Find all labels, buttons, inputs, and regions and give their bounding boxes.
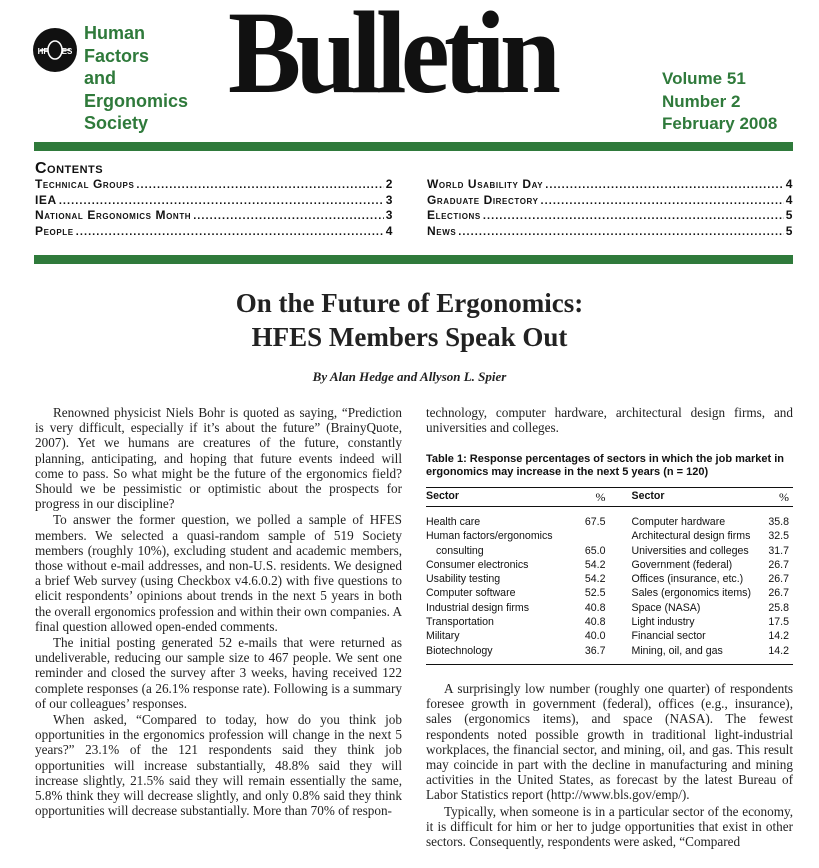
- contents-divider: [34, 255, 793, 264]
- toc-leader: [59, 195, 384, 207]
- society-line: Human: [84, 23, 146, 43]
- newsletter-title: Bulletin: [228, 0, 556, 118]
- sector-cell: Consumer electronics: [426, 558, 529, 571]
- issue-number: Number 2: [662, 91, 741, 111]
- table-row: [426, 558, 610, 572]
- table-row: [632, 644, 794, 658]
- toc-entry[interactable]: [427, 224, 793, 240]
- body-paragraph: To answer the former question, we polled a sample of HFES members. We selected a quasi-random sample of 519 Society members (roughly 10%), excluding student and academic members, those without e-mail addresses, and non-U.S. residents. We designed a brief Web survey (using Checkbox v4.6.0.2) with five questions to elicit respondents’ opinions about trends in the next 5 years in both the overall ergonomics profession and within their own companies. A final question allowed open-ended comments.: [35, 512, 402, 634]
- table-row: [426, 629, 610, 643]
- toc-page: 2: [385, 177, 393, 191]
- table-row: [426, 601, 610, 615]
- toc-entry[interactable]: [35, 208, 393, 224]
- sector-cell: Computer hardware: [631, 516, 726, 528]
- table-row: [426, 572, 610, 586]
- toc-label: Technical Groups: [35, 177, 135, 191]
- society-name: [84, 22, 188, 135]
- table-row: [632, 529, 794, 543]
- society-line: Factors: [84, 45, 150, 66]
- value-cell: 36.7: [584, 644, 606, 657]
- sector-cell: Industrial design firms: [426, 601, 530, 614]
- table-row: [632, 615, 794, 629]
- issue-date: February 2008: [662, 114, 778, 133]
- value-cell: 25.8: [768, 601, 789, 614]
- sector-cell: Government (federal): [631, 558, 733, 571]
- svg-text:ES: ES: [61, 47, 73, 56]
- article-byline: By Alan Hedge and Allyson L. Spier: [312, 369, 507, 384]
- sector-cell: Biotechnology: [426, 644, 493, 657]
- header-sector: Sector: [426, 489, 459, 502]
- value-cell: 40.8: [584, 616, 606, 629]
- sector-cell: Transportation: [426, 616, 494, 629]
- toc-label: World Usability Day: [427, 177, 544, 191]
- table-body: [426, 507, 793, 665]
- table-row: [426, 544, 610, 558]
- toc-entry[interactable]: [35, 193, 393, 209]
- toc-leader: [483, 210, 784, 222]
- header-sector: Sector: [631, 489, 665, 502]
- sector-cell: Military: [426, 630, 460, 643]
- sector-table: [426, 487, 793, 665]
- body-paragraph: technology, computer hardware, architectural design firms, and universities and colleges.: [426, 405, 793, 436]
- body-paragraph: The initial posting generated 52 e-mails that were returned as undeliverable, reducing our sample size to 467 people. We sent one reminder and closed the survey after 3 weeks, having received 122 complete responses (a 26.1% response rate). Following is a summary of our colleagues’ responses.: [35, 635, 402, 711]
- volume: Volume 51: [662, 69, 746, 88]
- toc-leader: [541, 195, 784, 207]
- article-column-right-top: [426, 405, 793, 436]
- toc-label: People: [35, 223, 74, 238]
- value-cell: 35.8: [768, 516, 789, 528]
- body-paragraph: When asked, “Compared to today, how do you think job opportunities in the ergonomics profession will change in the next 5 years?” 23.1% of the 121 respondents said they think job opportunities will increase substantially, 48.8% said they will increase slightly, 21.5% said they will remain essentially the same, 5.8% think they will decrease slightly, and only 0.8% said they think opportunities will decrease substantially. More than 70% of respon-: [35, 712, 402, 819]
- value-cell: 14.2: [768, 630, 789, 643]
- issue-info: [662, 68, 777, 136]
- toc-leader: [545, 179, 784, 191]
- sector-cell: Architectural design firms: [631, 530, 751, 543]
- sector-cell: Financial sector: [631, 630, 706, 643]
- svg-text:HF: HF: [37, 47, 49, 56]
- table-row: [426, 615, 610, 629]
- header-row: [632, 490, 794, 505]
- table-row: [632, 586, 794, 600]
- toc-page: 5: [785, 208, 793, 222]
- value-cell: 17.5: [768, 616, 789, 629]
- value-cell: 26.7: [768, 587, 789, 600]
- toc-right-column: [427, 177, 793, 239]
- toc-entry[interactable]: [35, 224, 393, 240]
- sector-cell: Computer software: [426, 587, 516, 600]
- value-cell: 54.2: [584, 558, 606, 571]
- value-cell: 32.5: [768, 530, 789, 543]
- table-row: [632, 544, 794, 558]
- table-row: [426, 529, 610, 543]
- table-row: [632, 515, 794, 529]
- value-cell: 31.7: [768, 544, 789, 557]
- hfes-logo-mark: [33, 28, 77, 72]
- header-row: [426, 490, 610, 505]
- table-header-right: [610, 490, 794, 505]
- toc-label: National Ergonomics Month: [35, 208, 192, 222]
- article-column-right-bottom: [426, 681, 793, 850]
- sector-cell: Mining, oil, and gas: [631, 644, 723, 657]
- toc-page: 4: [785, 192, 793, 207]
- sector-cell: Universities and colleges: [631, 544, 749, 557]
- toc-page: 3: [385, 208, 393, 222]
- table-caption: Table 1: Response percentages of sectors in which the job market in ergonomics may increase in the next 5 years (n = 120): [426, 453, 784, 478]
- society-line: Society: [84, 113, 149, 133]
- headline-line-2: HFES Members Speak Out: [251, 322, 568, 352]
- toc-label: News: [427, 223, 457, 238]
- toc-page: 4: [385, 223, 393, 238]
- toc-left-column: [35, 177, 393, 239]
- toc-leader: [458, 226, 783, 238]
- headline-line-1: On the Future of Ergonomics:: [235, 288, 584, 318]
- value-cell: 40.8: [584, 601, 606, 614]
- table-right-half: [610, 515, 794, 658]
- body-paragraph: Renowned physicist Niels Bohr is quoted as saying, “Prediction is very difficult, especially if it’s about the future” (BrainyQuote, 2007). Yet we humans are creatures of the future, constantly planning, anticipating, and hoping that future events indeed will come to pass. So what might be the future of the ergonomics field? Should we be pessimistic or optimistic about the prospects for progress in our discipline?: [35, 405, 402, 512]
- table-row: [632, 601, 794, 615]
- toc-leader: [136, 179, 383, 191]
- body-paragraph: Typically, when someone is in a particular sector of the economy, it is difficult for him or her to judge opportunities that exist in other sectors. Consequently, respondents were asked, “Compared: [426, 803, 793, 850]
- sector-cell: Human factors/ergonomics: [426, 530, 553, 543]
- value-cell: 52.5: [584, 587, 606, 600]
- table-row: [632, 629, 794, 643]
- header-percent: %: [779, 489, 789, 504]
- toc-entry[interactable]: [427, 208, 793, 224]
- toc-page: 3: [385, 192, 393, 207]
- table-row: [426, 586, 610, 600]
- toc-leader: [76, 226, 384, 238]
- value-cell: 14.2: [768, 644, 789, 657]
- sector-cell: consulting: [436, 544, 484, 557]
- sector-cell: Light industry: [631, 616, 695, 629]
- hfes-logo: [33, 28, 77, 72]
- value-cell: 40.0: [584, 630, 606, 643]
- sector-cell: Space (NASA): [631, 601, 701, 614]
- toc-label: Elections: [427, 208, 481, 222]
- value-cell: 54.2: [584, 573, 606, 586]
- body-paragraph: A surprisingly low number (roughly one quarter) of respondents foresee growth in government (federal), offices (e.g., insurance), sales (ergonomics items), and space (NASA). The fewest respondents noted possible growth in traditional light-industrial workplaces, the financial sector, and mining, oil, and gas. This result may coincide in part with the decline in manufacturing and mining activities in the United States, as forecast by the latest Bureau of Labor Statistics report (http://www.bls.gov/emp/).: [426, 681, 793, 803]
- table-row: [632, 558, 794, 572]
- sector-cell: Offices (insurance, etc.): [631, 573, 744, 586]
- table-row: [632, 572, 794, 586]
- toc-leader: [193, 210, 384, 222]
- toc-entry[interactable]: [427, 193, 793, 209]
- toc-page: 5: [785, 223, 793, 238]
- toc-label: IEA: [35, 192, 57, 207]
- article-headline: [0, 286, 819, 354]
- top-divider: [34, 142, 793, 151]
- table-row: [426, 515, 610, 529]
- toc-page: 4: [785, 177, 793, 191]
- sector-cell: Usability testing: [426, 573, 501, 586]
- sector-cell: Sales (ergonomics items): [631, 587, 752, 600]
- value-cell: 65.0: [584, 544, 606, 557]
- toc-entry[interactable]: [427, 177, 793, 193]
- header-percent: %: [595, 489, 606, 504]
- sector-cell: Health care: [426, 516, 481, 528]
- society-line: Ergonomics: [84, 90, 189, 111]
- contents-heading: Contents: [35, 160, 104, 177]
- toc-label: Graduate Directory: [427, 192, 539, 207]
- value-cell: 26.7: [768, 573, 789, 586]
- table-row: [426, 644, 610, 658]
- toc-entry[interactable]: [35, 177, 393, 193]
- value-cell: 26.7: [768, 558, 789, 571]
- table-header-left: [426, 490, 610, 505]
- table-header: [426, 487, 793, 507]
- article-column-left: [35, 405, 402, 819]
- table-left-half: [426, 515, 610, 658]
- society-line: and: [84, 68, 117, 88]
- value-cell: 67.5: [584, 516, 606, 528]
